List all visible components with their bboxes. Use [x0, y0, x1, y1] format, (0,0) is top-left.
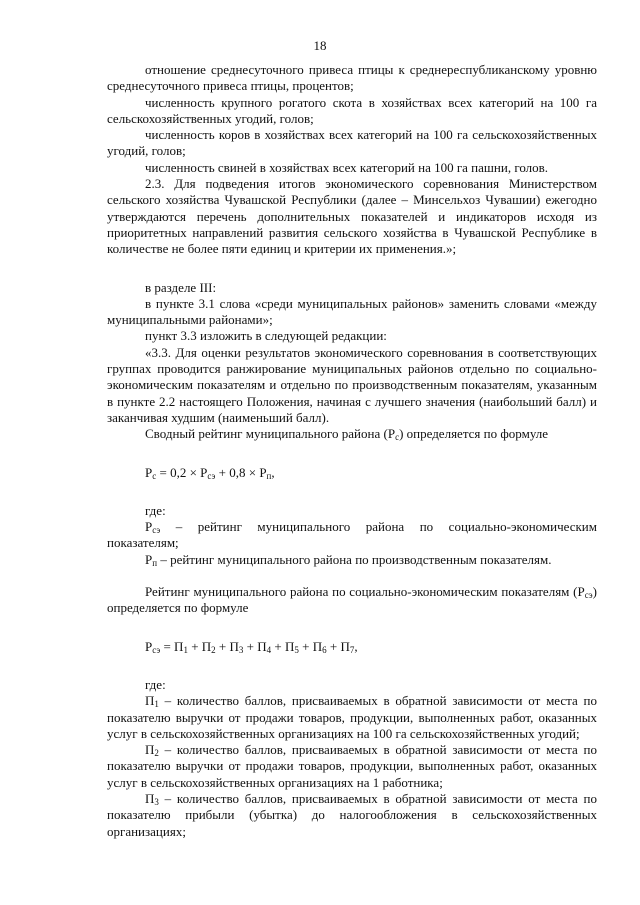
paragraph-3-1: в пункте 3.1 слова «среди муниципальных районов» заменить словами «между муниципальными районами»; — [107, 295, 597, 328]
where-label: где: — [145, 502, 166, 518]
formula-rse: $Р_{сэ} = П_1 + П_2 + П_3 + П_4 + П_5 + П_6 + П_7$, — [145, 638, 358, 655]
paragraph-2-3: 2.3. Для подведения итогов экономического соревнования Министерством сельского хозяйства Чувашской Республики (далее – Минсельхоз Чувашии) ежегодно утверждаются перечень дополнительных показателей и индикаторов исходя из приоритетных направлений развития сельского хозяйства в Чувашской Республике в количестве не более пяти единиц и критерии их применения.»; — [107, 176, 597, 257]
paragraph-3-3-intro: пункт 3.3 изложить в следующей редакции: — [145, 328, 387, 344]
definition-rse: $Р_{сэ}$ – рейтинг муниципального района по социально-экономическим показателям; — [107, 519, 597, 551]
definition-rp: $Р_п$ – рейтинг муниципального района по производственным показателям. — [145, 551, 552, 568]
definition-p3: $П_3$ – количество баллов, присваиваемых в обратной зависимости от места по показателю прибыли (убытка) до налогообложения в сельскохозяйственных организациях; — [107, 790, 597, 839]
paragraph: численность свиней в хозяйствах всех категорий на 100 га пашни, голов. — [145, 159, 549, 175]
paragraph-3-3: «3.3. Для оценки результатов экономического соревнования в соответствующих группах проводится ранжирование муниципальных районов отдельно по социально-экономическим показателям и отдельно по производственным показателям, указанным в пункте 2.2 настоящего Положения, начиная с лучшего значения (наибольший балл) и заканчивая худшим (наименьший балл). — [107, 344, 597, 425]
where-label: где: — [145, 676, 166, 692]
paragraph: численность крупного рогатого скота в хозяйствах всех категорий на 100 га сельскохозяйственных угодий, голов; — [107, 94, 597, 126]
page-content — [107, 62, 597, 840]
formula-summary-rating: $Р_с = 0,2 \times Р_{сэ} + 0,8 \times Р_п$, — [145, 464, 275, 481]
paragraph: отношение среднесуточного привеса птицы к среднереспубликанскому уровню среднесуточного привеса птицы, процентов; — [107, 62, 597, 94]
definition-p2: $П_2$ – количество баллов, присваиваемых в обратной зависимости от места по показателю выручки от продажи товаров, продукции, выполненных работ, оказанных услуг в сельскохозяйственных организациях на 1 работника; — [107, 742, 597, 790]
page-number: 18 — [313, 38, 327, 53]
paragraph: численность коров в хозяйствах всех категорий на 100 га сельскохозяйственных угодий, голов; — [107, 127, 597, 159]
paragraph-summary-rating: Сводный рейтинг муниципального района $(Р_с)$ определяется по формуле — [145, 426, 549, 443]
paragraph-section-3: в разделе III: — [145, 279, 217, 295]
paragraph-rse-intro: Рейтинг муниципального района по социально-экономическим показателям $(Р_{сэ})$ определяется по формуле — [107, 584, 597, 616]
definition-p1: $П_1$ – количество баллов, присваиваемых в обратной зависимости от места по показателю выручки от продажи товаров, продукции, выполненных работ, оказанных услуг в сельскохозяйственных организациях на 100 га сельскохозяйственных угодий; — [107, 693, 597, 741]
